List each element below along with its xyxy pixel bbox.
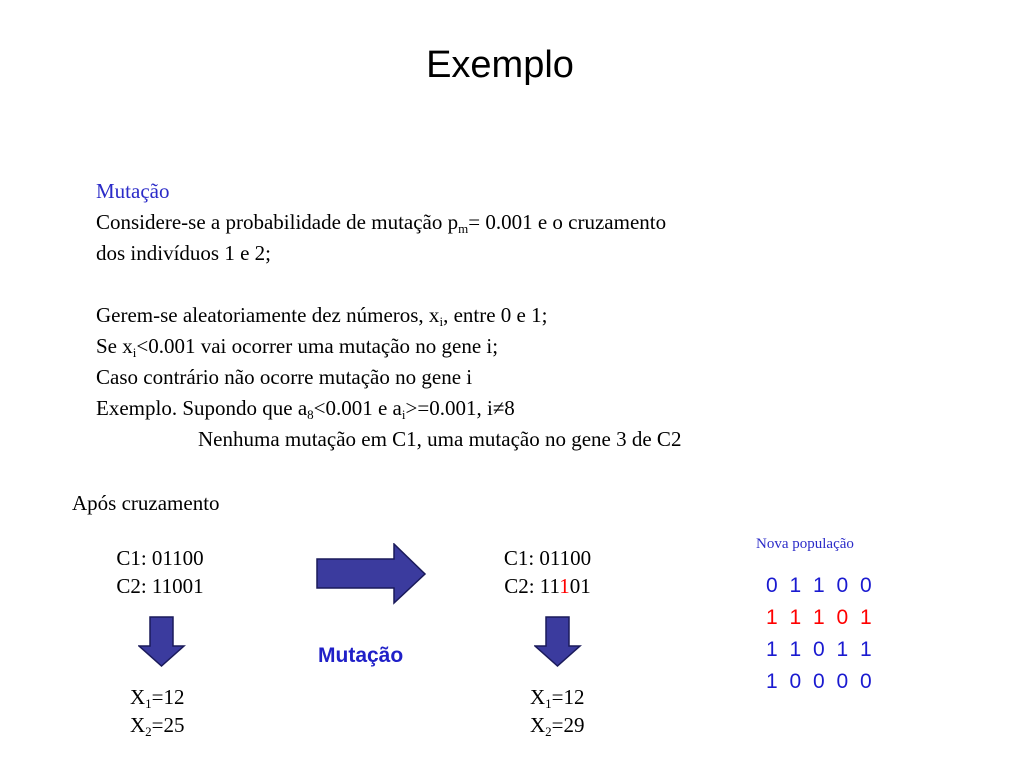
text-line-1: Considere-se a probabilidade de mutação $p_m= 0.001$ e o cruzamento (96, 210, 667, 236)
new-population-label: Nova população (756, 536, 854, 552)
mutation-label: Mutação (318, 644, 404, 667)
text-line-6: Exemplo. Supondo que $a_8<0.001$ e $a_i>=0.001$, i≠8 (96, 396, 515, 422)
mutation-heading: Mutação (96, 179, 170, 203)
population-row: 1 1 1 0 1 (766, 606, 875, 629)
new-population-list (766, 570, 875, 698)
text-line-7: Nenhuma mutação em C1, uma mutação no gene 3 de C2 (198, 427, 682, 451)
text-line-4: Se $x_i<0.001$ vai ocorrer uma mutação no gene i; (96, 334, 499, 360)
chromosomes-after-mutation (475, 544, 620, 600)
down-arrow-left-icon (138, 616, 186, 668)
values-before-mutation (130, 683, 185, 739)
x1-value: $X_1=12$ (130, 685, 185, 711)
values-after-mutation (530, 683, 585, 739)
explanation-text (96, 176, 681, 455)
down-arrow-right-icon (534, 616, 582, 668)
after-crossover-label: Após cruzamento (72, 491, 220, 515)
text-line-2: dos indivíduos 1 e 2; (96, 241, 272, 265)
right-arrow-icon (316, 543, 428, 605)
chromosome-c2: C2: 11001 (116, 574, 204, 598)
population-row: 1 0 0 0 0 (766, 670, 875, 693)
slide-title: Exemplo (426, 44, 574, 86)
x1-value: $X_1=12$ (530, 685, 585, 711)
chromosomes-before-mutation (90, 544, 230, 600)
mutated-gene: 1 (559, 574, 570, 598)
chromosome-c1: C1: 01100 (116, 546, 204, 570)
x2-value: $X_2=29$ (530, 713, 585, 739)
x2-value: $X_2=25$ (130, 713, 185, 739)
population-row: 1 1 0 1 1 (766, 638, 875, 661)
chromosome-c2-mutated: C2: 11101 (504, 574, 591, 598)
text-line-3: Gerem-se aleatoriamente dez números, $x_i$, entre 0 e 1; (96, 303, 548, 329)
text-line-5: Caso contrário não ocorre mutação no gene i (96, 365, 473, 389)
blank-line (96, 269, 681, 300)
population-row: 0 1 1 0 0 (766, 574, 875, 597)
chromosome-c1-mutated: C1: 01100 (503, 546, 592, 570)
